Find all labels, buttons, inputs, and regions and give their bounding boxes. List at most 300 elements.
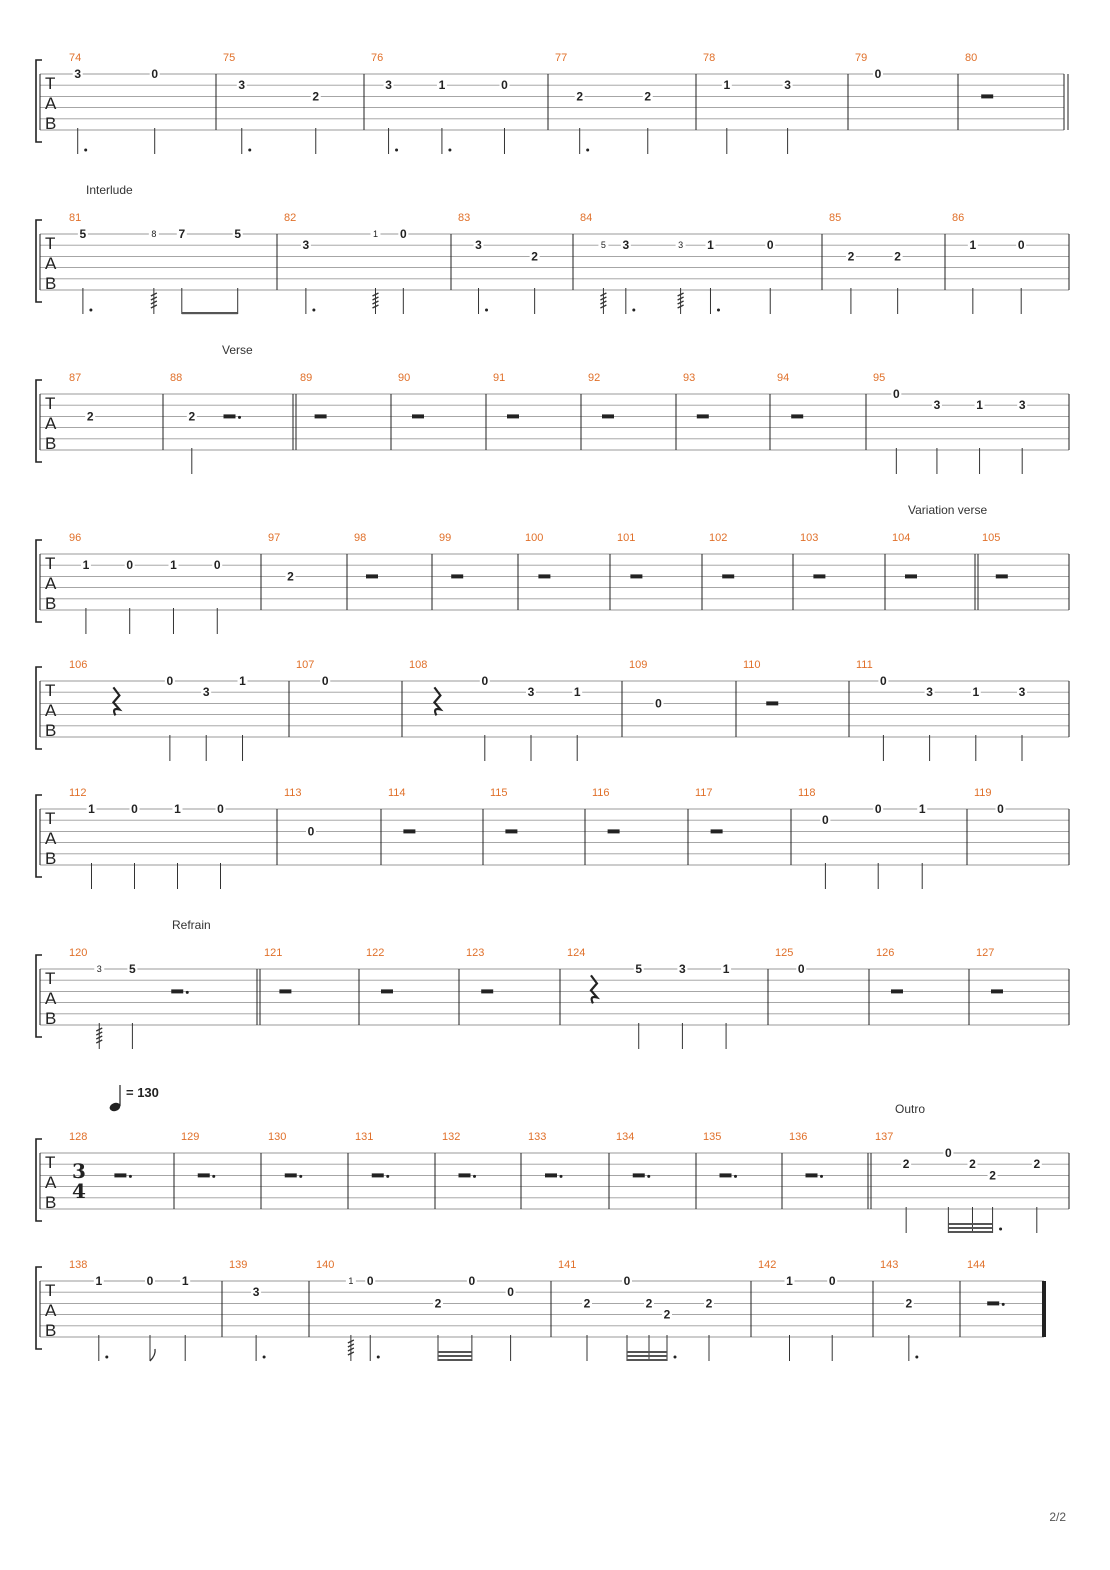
measure-number: 114 (388, 787, 406, 799)
fret-number: 0 (655, 696, 662, 711)
fret-number: 1 (95, 1274, 103, 1288)
duration-dot (448, 149, 451, 152)
section-label: Interlude (86, 183, 133, 197)
duration-dot (395, 149, 398, 152)
fret-number: 3 (238, 78, 246, 93)
tab-clef: A (45, 701, 57, 720)
fret-number: 5 (79, 227, 87, 241)
tab-clef: B (45, 721, 57, 740)
measure-number: 120 (69, 947, 88, 959)
fret-number: 0 (151, 67, 159, 81)
measure (775, 947, 806, 976)
duration-dot (105, 1356, 108, 1359)
measure (409, 659, 582, 761)
tab-system (36, 183, 1069, 314)
measure (398, 372, 424, 418)
section-label: Outro (895, 1102, 926, 1116)
fret-number: 1 (707, 238, 714, 253)
measure-number: 107 (296, 659, 315, 671)
tab-clef: T (45, 681, 56, 700)
measure-number: 136 (789, 1131, 808, 1143)
measure (69, 532, 222, 634)
fret-number: 1 (82, 558, 90, 573)
fret-number: 2 (644, 89, 652, 104)
measure (974, 787, 1006, 816)
measure (458, 212, 540, 314)
tempo-mark (108, 1085, 158, 1113)
fret-number: 1 (239, 674, 246, 688)
measure (892, 532, 978, 610)
fret-number: 2 (894, 249, 901, 264)
fret-number: 3 (74, 67, 82, 81)
fret-number: 5 (600, 240, 606, 251)
half-rest-icon (711, 829, 723, 833)
tab-system (36, 787, 1069, 889)
measure-number: 113 (284, 787, 302, 799)
measure-number: 131 (355, 1131, 374, 1143)
beam (627, 1351, 667, 1353)
fret-number: 1 (723, 78, 731, 93)
measure-number: 105 (982, 532, 1001, 544)
fret-number: 3 (784, 78, 791, 93)
time-signature-bottom: 4 (72, 1179, 86, 1203)
measure (69, 372, 95, 423)
half-rest-icon (507, 414, 519, 418)
beam (438, 1359, 472, 1361)
tab-clef: B (45, 1009, 57, 1028)
measure (284, 212, 408, 314)
tab-clef: A (45, 989, 57, 1008)
fret-number: 0 (166, 674, 174, 688)
fret-number: 1 (573, 685, 581, 700)
fret-number: 3 (202, 685, 210, 700)
half-rest-icon (403, 829, 415, 833)
fret-number: 0 (366, 1274, 374, 1288)
fret-number: 1 (348, 1276, 354, 1286)
duration-dot (312, 309, 315, 312)
measure (354, 532, 378, 578)
fret-number: 2 (645, 1296, 653, 1311)
measure-number: 85 (829, 212, 842, 224)
measure-number: 133 (528, 1131, 547, 1143)
beam (948, 1227, 992, 1229)
fret-number: 2 (583, 1296, 591, 1311)
fret-number: 0 (468, 1274, 476, 1288)
measure (952, 212, 1026, 314)
fret-number: 1 (972, 685, 980, 700)
half-rest-icon (905, 574, 917, 578)
measure-number: 87 (69, 372, 82, 384)
fret-number: 2 (86, 409, 94, 424)
measure (371, 52, 509, 154)
measure-number: 90 (398, 372, 411, 384)
fret-number: 3 (1018, 685, 1026, 700)
measure-number: 108 (409, 659, 428, 671)
tab-clef: B (45, 1193, 57, 1212)
fret-number: 0 (126, 558, 134, 573)
half-rest-icon (451, 574, 463, 578)
fret-number: 3 (475, 238, 482, 253)
measure-number: 91 (493, 372, 506, 384)
fret-number: 8 (151, 229, 157, 239)
half-rest-icon (791, 414, 803, 418)
fret-number: 0 (481, 674, 489, 688)
duration-dot (915, 1356, 918, 1359)
measure (683, 372, 709, 418)
measure-number: 139 (229, 1259, 248, 1271)
measure (965, 52, 993, 98)
measure (355, 1131, 389, 1178)
tab-system (36, 503, 1069, 634)
half-rest-icon (538, 574, 550, 578)
fret-number: 0 (892, 387, 900, 401)
fret-number: 5 (129, 962, 136, 976)
duration-dot (717, 309, 720, 312)
measure (558, 1259, 714, 1361)
measure-number: 79 (855, 52, 868, 64)
measure-number: 142 (758, 1259, 777, 1271)
half-rest-icon (412, 414, 424, 418)
tab-clef: T (45, 394, 56, 413)
quarter-rest-icon (434, 687, 440, 715)
half-rest-icon (633, 1173, 645, 1177)
tab-clef: A (45, 574, 57, 593)
measure (777, 372, 803, 418)
fret-number: 2 (905, 1296, 913, 1311)
fret-number: 0 (146, 1274, 154, 1288)
duration-dot (89, 309, 92, 312)
fret-number: 2 (312, 89, 320, 104)
tab-clef: T (45, 74, 56, 93)
fret-number: 0 (997, 802, 1004, 816)
measure (284, 787, 316, 838)
measure (976, 947, 1003, 993)
half-rest-icon (372, 1173, 384, 1177)
fret-number: 1 (786, 1274, 793, 1288)
fret-number: 3 (302, 238, 310, 253)
measure-number: 135 (703, 1131, 722, 1143)
tab-clef: A (45, 254, 57, 273)
duration-dot (377, 1356, 380, 1359)
beam (627, 1359, 667, 1361)
measure (268, 1131, 302, 1178)
measure (300, 372, 327, 418)
fret-number: 0 (828, 1274, 836, 1288)
measure-number: 109 (629, 659, 648, 671)
half-rest-icon (697, 414, 709, 418)
fret-number: 2 (705, 1296, 713, 1311)
measure (229, 1259, 266, 1361)
measure-number: 76 (371, 52, 384, 64)
measure-number: 111 (856, 659, 873, 671)
measure-number: 116 (592, 787, 610, 799)
fret-number: 0 (1017, 238, 1025, 253)
fret-number: 2 (1033, 1157, 1041, 1172)
measure (880, 1259, 918, 1361)
tab-clef: T (45, 1281, 56, 1300)
measure (855, 52, 883, 81)
beam (438, 1355, 472, 1357)
half-rest-icon (198, 1173, 210, 1177)
half-rest-icon (987, 1301, 999, 1305)
beam (182, 312, 238, 314)
fret-number: 3 (527, 685, 535, 700)
quarter-rest-icon (113, 687, 119, 715)
duration-dot (485, 309, 488, 312)
measure (466, 947, 493, 993)
measure (490, 787, 517, 833)
measure-number: 101 (617, 532, 636, 544)
measure-number: 81 (69, 212, 82, 224)
section-label: Variation verse (908, 503, 988, 517)
tab-clef: A (45, 414, 57, 433)
measure (982, 532, 1008, 578)
measure-number: 112 (69, 787, 87, 799)
measure-number: 84 (580, 212, 593, 224)
measure-number: 80 (965, 52, 978, 64)
measure-number: 129 (181, 1131, 200, 1143)
measure (223, 52, 321, 154)
fret-number: 3 (1018, 398, 1026, 413)
fret-number: 3 (679, 962, 686, 976)
measure (528, 1131, 563, 1178)
tab-clef: T (45, 1153, 56, 1172)
measure (709, 532, 734, 578)
fret-number: 1 (174, 802, 181, 816)
fret-number: 0 (822, 813, 829, 828)
duration-dot (999, 1228, 1002, 1231)
fret-number: 1 (88, 802, 95, 816)
measure-number: 126 (876, 947, 895, 959)
fret-number: 1 (969, 238, 977, 253)
measure (789, 1131, 871, 1209)
half-rest-icon (720, 1173, 732, 1177)
beam (948, 1231, 992, 1233)
fret-number: 3 (926, 685, 933, 700)
measure (580, 212, 775, 314)
fret-number: 1 (918, 802, 926, 816)
tempo-text: = 130 (126, 1085, 159, 1100)
measure (703, 52, 793, 154)
fret-number: 2 (188, 409, 196, 424)
tab-clef: T (45, 969, 56, 988)
fret-number: 3 (933, 398, 941, 413)
half-rest-icon (608, 829, 620, 833)
half-rest-icon (766, 701, 778, 705)
measure (555, 52, 653, 154)
fret-number: 2 (663, 1307, 671, 1322)
measure-number: 118 (798, 787, 816, 799)
measure-number: 82 (284, 212, 297, 224)
tab-clef: B (45, 114, 57, 133)
fret-number: 0 (766, 238, 774, 253)
fret-number: 0 (880, 674, 887, 688)
measure (296, 659, 330, 688)
half-rest-icon (981, 94, 993, 98)
fret-number: 3 (96, 964, 102, 974)
measure-number: 144 (967, 1259, 986, 1271)
fret-number: 0 (945, 1146, 952, 1160)
half-rest-icon (996, 574, 1008, 578)
tab-clef: A (45, 94, 57, 113)
measure (442, 1131, 476, 1178)
half-rest-icon (545, 1173, 557, 1177)
measure-number: 140 (316, 1259, 335, 1271)
fret-number: 1 (976, 398, 983, 413)
fret-number: 1 (181, 1274, 189, 1288)
half-rest-icon (891, 989, 903, 993)
measure-number: 96 (69, 532, 82, 544)
measure-number: 83 (458, 212, 471, 224)
measure (798, 787, 927, 889)
half-rest-icon (459, 1173, 471, 1177)
fret-number: 0 (874, 802, 882, 816)
measure-number: 115 (490, 787, 508, 799)
measure (316, 1259, 516, 1361)
fret-number: 2 (576, 89, 584, 104)
fret-number: 2 (434, 1296, 442, 1311)
measure-number: 98 (354, 532, 367, 544)
tab-clef: B (45, 594, 57, 613)
tab-clef: T (45, 809, 56, 828)
measure-number: 125 (775, 947, 794, 959)
half-rest-icon (279, 989, 291, 993)
fret-number: 0 (623, 1274, 631, 1288)
measure (829, 212, 903, 314)
fret-number: 1 (722, 962, 730, 976)
measure (170, 372, 296, 474)
measure-number: 119 (974, 787, 992, 799)
measure (439, 532, 463, 578)
measure-number: 104 (892, 532, 911, 544)
tab-clef: A (45, 829, 57, 848)
measure (875, 1131, 1042, 1233)
measure-number: 106 (69, 659, 88, 671)
fret-number: 2 (287, 569, 294, 584)
time-signature-top: 3 (72, 1159, 86, 1183)
measure (268, 532, 296, 583)
half-rest-icon (171, 989, 183, 993)
measure-number: 127 (976, 947, 995, 959)
measure-number: 137 (875, 1131, 894, 1143)
measure-number: 134 (616, 1131, 635, 1143)
measure (388, 787, 415, 833)
measure-number: 102 (709, 532, 728, 544)
measure (567, 947, 731, 1049)
tab-clef: T (45, 234, 56, 253)
half-rest-icon (315, 414, 327, 418)
measure-number: 78 (703, 52, 716, 64)
duration-dot (263, 1356, 266, 1359)
measure (588, 372, 614, 418)
duration-dot (248, 149, 251, 152)
measure (525, 532, 550, 578)
measure (800, 532, 825, 578)
fret-number: 2 (531, 249, 538, 264)
half-rest-icon (991, 989, 1003, 993)
half-rest-icon (114, 1173, 126, 1177)
measure (743, 659, 778, 705)
half-rest-icon (722, 574, 734, 578)
fret-number: 2 (902, 1157, 910, 1172)
half-rest-icon (813, 574, 825, 578)
half-rest-icon (366, 574, 378, 578)
half-rest-icon (285, 1173, 297, 1177)
tab-clef: T (45, 554, 56, 573)
tab-system (36, 918, 1069, 1049)
measure-number: 94 (777, 372, 790, 384)
tab-clef: A (45, 1173, 57, 1192)
quarter-rest-icon (591, 975, 597, 1003)
final-bar-line (1042, 1281, 1046, 1337)
measure (695, 787, 723, 833)
measure-number: 100 (525, 532, 544, 544)
measure-number: 110 (743, 659, 761, 671)
half-rest-icon (806, 1173, 818, 1177)
duration-dot (586, 149, 589, 152)
measure (69, 212, 243, 314)
beam (438, 1351, 472, 1353)
fret-number: 1 (438, 78, 446, 93)
measure-number: 143 (880, 1259, 899, 1271)
fret-number: 0 (797, 962, 805, 976)
measure-number: 141 (558, 1259, 577, 1271)
measure (629, 659, 664, 710)
measure-number: 93 (683, 372, 696, 384)
measure-number: 124 (567, 947, 586, 959)
measure-number: 130 (268, 1131, 287, 1143)
beam (948, 1223, 992, 1225)
fret-number: 0 (307, 824, 315, 839)
measure (181, 1131, 215, 1178)
measure-number: 75 (223, 52, 236, 64)
measure (758, 1259, 837, 1361)
tab-system (36, 1259, 1046, 1361)
measure-number: 99 (439, 532, 452, 544)
measure (617, 532, 642, 578)
fret-number: 3 (622, 238, 630, 253)
measure (69, 52, 160, 154)
fret-number: 0 (501, 78, 508, 93)
measure (856, 659, 1027, 761)
fret-number: 3 (678, 240, 684, 251)
fret-number: 0 (321, 674, 329, 688)
half-rest-icon (602, 414, 614, 418)
section-label: Refrain (172, 918, 211, 932)
measure-number: 103 (800, 532, 819, 544)
fret-number: 7 (178, 227, 186, 241)
tab-system (36, 343, 1069, 474)
tab-system (36, 52, 1068, 154)
measure-number: 128 (69, 1131, 88, 1143)
half-rest-icon (505, 829, 517, 833)
measure (69, 947, 260, 1049)
tab-clef: B (45, 1321, 57, 1340)
measure-number: 89 (300, 372, 313, 384)
fret-number: 1 (372, 229, 378, 239)
page-number: 2/2 (1049, 1510, 1066, 1524)
fret-number: 3 (252, 1285, 260, 1300)
measure (69, 787, 226, 889)
measure (616, 1131, 650, 1178)
tab-clef: B (45, 849, 57, 868)
fret-number: 0 (399, 227, 407, 241)
tab-clef: A (45, 1301, 57, 1320)
half-rest-icon (224, 414, 236, 418)
measure-number: 122 (366, 947, 385, 959)
half-rest-icon (481, 989, 493, 993)
measure-number: 74 (69, 52, 82, 64)
